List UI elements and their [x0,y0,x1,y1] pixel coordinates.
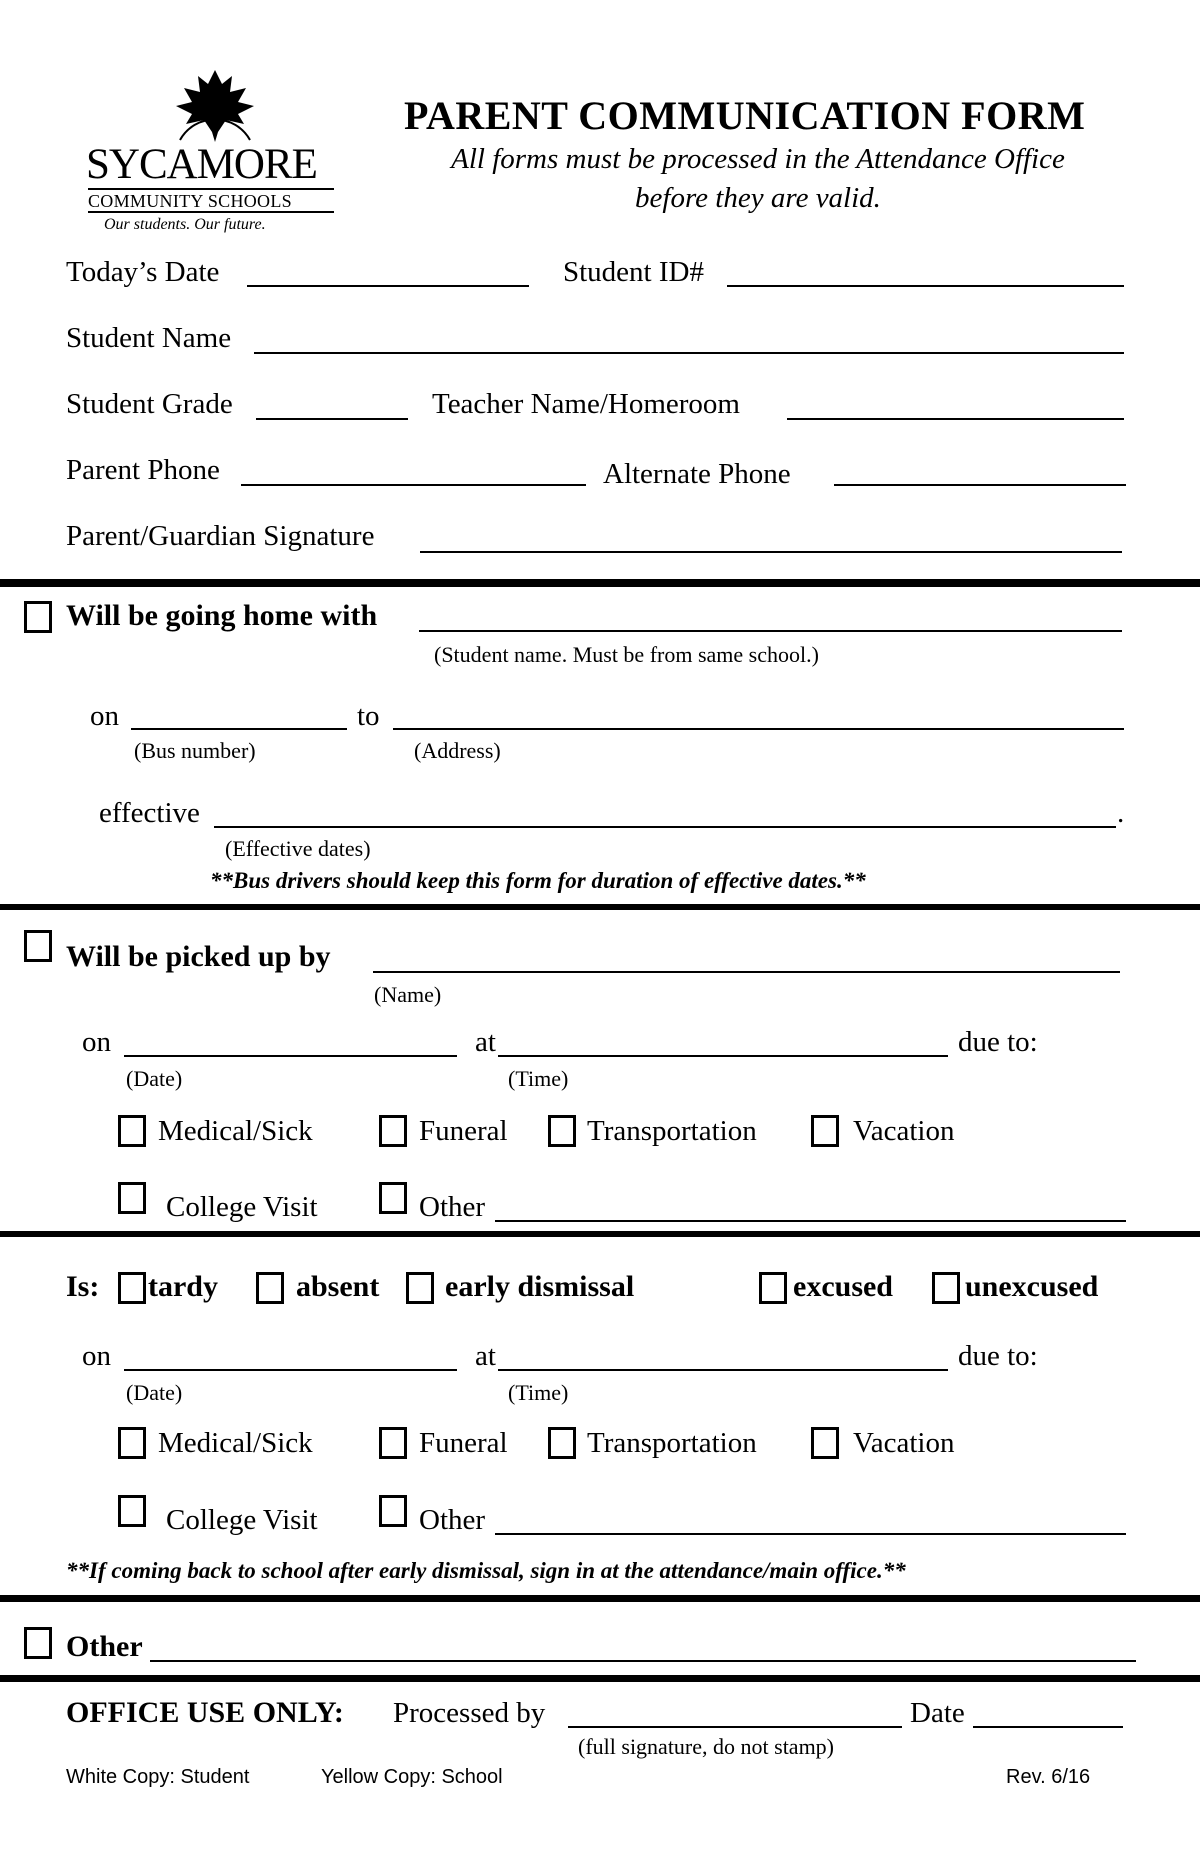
excused-label: excused [793,1270,893,1303]
status-transportation-checkbox[interactable] [548,1427,576,1459]
excused-checkbox[interactable] [759,1272,787,1304]
picked-up-date-field[interactable] [124,1055,457,1057]
going-home-label: Will be going home with [66,599,378,632]
picked-up-name-field[interactable] [373,971,1120,973]
status-other-label: Other [419,1504,486,1536]
unexcused-label: unexcused [965,1270,1099,1303]
status-date-hint: (Date) [126,1380,183,1405]
section-divider [0,1595,1200,1602]
office-date-label: Date [910,1697,965,1729]
status-other-checkbox[interactable] [379,1495,407,1527]
office-use-label: OFFICE USE ONLY: [66,1696,344,1729]
student-name-label: Student Name [66,322,232,354]
parent-phone-label: Parent Phone [66,454,220,486]
bus-drivers-note: **Bus drivers should keep this form for duration of effective dates.** [210,868,866,893]
section-divider [0,579,1200,587]
logo-name: SYCAMORE [86,141,317,188]
other-section-label: Other [66,1630,143,1663]
section-divider [0,1675,1200,1682]
picked-up-college-visit-label: College Visit [166,1191,318,1223]
effective-label: effective [99,797,200,829]
processed-by-field[interactable] [568,1726,902,1728]
picked-up-other-label: Other [419,1191,486,1223]
bus-number-hint: (Bus number) [134,738,256,763]
status-date-field[interactable] [124,1369,457,1371]
student-name-field[interactable] [254,352,1124,354]
picked-up-on-label: on [82,1026,111,1058]
going-home-student-field[interactable] [419,630,1122,632]
signature-label: Parent/Guardian Signature [66,520,375,552]
picked-up-date-hint: (Date) [126,1066,183,1091]
address-field[interactable] [393,728,1124,730]
logo-tagline: Our students. Our future. [104,216,266,233]
revision-label: Rev. 6/16 [1006,1766,1091,1788]
office-date-field[interactable] [973,1726,1123,1728]
student-grade-field[interactable] [256,418,408,420]
status-vacation-checkbox[interactable] [811,1427,839,1459]
signature-field[interactable] [420,551,1122,553]
status-is-label: Is: [66,1270,100,1303]
processed-by-label: Processed by [393,1697,546,1729]
status-medical-label: Medical/Sick [158,1427,313,1459]
address-hint: (Address) [414,738,501,763]
picked-up-name-hint: (Name) [374,982,442,1007]
bus-number-field[interactable] [131,728,347,730]
picked-up-college-visit-checkbox[interactable] [118,1182,146,1214]
effective-dates-hint: (Effective dates) [225,836,371,861]
status-time-field[interactable] [498,1369,948,1371]
parent-phone-field[interactable] [241,484,586,486]
absent-checkbox[interactable] [256,1272,284,1304]
todays-date-label: Today’s Date [66,256,220,288]
picked-up-time-field[interactable] [498,1055,948,1057]
yellow-copy-note: Yellow Copy: School [321,1766,503,1788]
picked-up-checkbox[interactable] [24,930,52,962]
going-home-checkbox[interactable] [24,601,52,633]
student-grade-label: Student Grade [66,388,233,420]
teacher-field[interactable] [787,418,1124,420]
status-at-label: at [475,1340,496,1372]
going-home-to-label: to [357,700,380,732]
student-id-label: Student ID# [563,256,704,288]
picked-up-funeral-checkbox[interactable] [379,1115,407,1147]
form-subtitle-line-1: All forms must be processed in the Attendance Office [451,143,1065,175]
status-transportation-label: Transportation [587,1427,757,1459]
early-dismissal-note: **If coming back to school after early dismissal, sign in at the attendance/main office.** [66,1558,906,1583]
picked-up-time-hint: (Time) [508,1066,569,1091]
status-on-label: on [82,1340,111,1372]
form-title: PARENT COMMUNICATION FORM [404,93,1086,138]
logo-subname: COMMUNITY SCHOOLS [88,191,292,211]
status-college-visit-checkbox[interactable] [118,1495,146,1527]
picked-up-funeral-label: Funeral [419,1115,508,1147]
picked-up-other-checkbox[interactable] [379,1182,407,1214]
picked-up-medical-label: Medical/Sick [158,1115,313,1147]
student-id-field[interactable] [727,285,1124,287]
alternate-phone-label: Alternate Phone [603,458,791,490]
status-due-to-label: due to: [958,1340,1038,1372]
picked-up-transportation-checkbox[interactable] [548,1115,576,1147]
picked-up-medical-checkbox[interactable] [118,1115,146,1147]
going-home-on-label: on [90,700,119,732]
white-copy-note: White Copy: Student [66,1766,250,1788]
absent-label: absent [296,1270,380,1303]
early-dismissal-checkbox[interactable] [406,1272,434,1304]
picked-up-at-label: at [475,1026,496,1058]
status-college-visit-label: College Visit [166,1504,318,1536]
effective-dates-field[interactable] [214,826,1116,828]
other-section-field[interactable] [150,1660,1136,1662]
picked-up-vacation-label: Vacation [853,1115,955,1147]
picked-up-other-field[interactable] [495,1220,1126,1222]
sycamore-leaf-icon [150,62,280,142]
section-divider [0,904,1200,910]
picked-up-transportation-label: Transportation [587,1115,757,1147]
processed-by-hint: (full signature, do not stamp) [578,1734,835,1759]
picked-up-due-to-label: due to: [958,1026,1038,1058]
logo-rule-2 [88,211,334,213]
form-subtitle-line-2: before they are valid. [635,182,881,214]
other-section-checkbox[interactable] [24,1627,52,1659]
status-funeral-label: Funeral [419,1427,508,1459]
unexcused-checkbox[interactable] [932,1272,960,1304]
picked-up-label: Will be picked up by [66,940,331,973]
status-time-hint: (Time) [508,1380,569,1405]
logo-rule [88,188,334,190]
effective-period: . [1117,797,1125,829]
early-dismissal-label: early dismissal [445,1270,635,1303]
status-medical-checkbox[interactable] [118,1427,146,1459]
section-divider [0,1231,1200,1237]
tardy-label: tardy [148,1270,218,1303]
status-other-field[interactable] [495,1533,1126,1535]
todays-date-field[interactable] [247,285,529,287]
tardy-checkbox[interactable] [118,1272,146,1304]
status-funeral-checkbox[interactable] [379,1427,407,1459]
teacher-label: Teacher Name/Homeroom [432,388,740,420]
picked-up-vacation-checkbox[interactable] [811,1115,839,1147]
alternate-phone-field[interactable] [834,484,1126,486]
going-home-student-hint: (Student name. Must be from same school.) [434,642,819,667]
status-vacation-label: Vacation [853,1427,955,1459]
